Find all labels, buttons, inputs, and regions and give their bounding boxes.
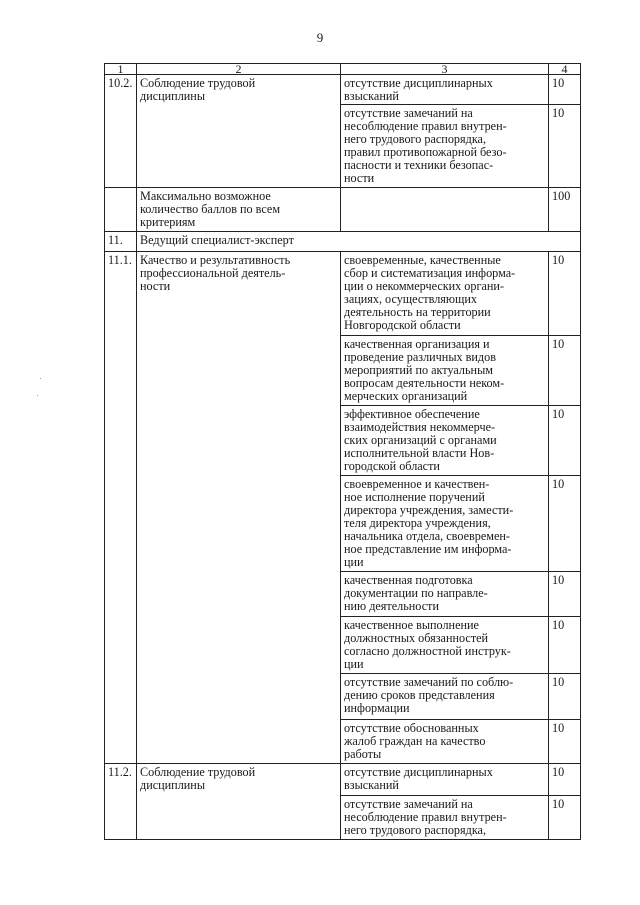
score-value: 100: [549, 188, 581, 232]
criterion-text: [341, 188, 549, 232]
table-row: [105, 764, 581, 796]
criterion-text: эффективное обеспечение взаимодействия некоммерче- ских организаций с органами исполнительной власти Нов- городской области: [341, 406, 549, 476]
header-cell: 4: [549, 64, 581, 75]
section-number: 10.2.: [105, 75, 137, 188]
score-value: 10: [549, 252, 581, 336]
criterion-text: отсутствие замечаний по соблю- дению сроков представления информации: [341, 674, 549, 720]
score-value: 10: [549, 476, 581, 572]
section-title: Максимально возможное количество баллов по всем критериям: [137, 188, 341, 232]
score-value: 10: [549, 336, 581, 406]
criterion-text: качественная организация и проведение различных видов мероприятий по актуальным вопросам деятельности неком- мерческих организаций: [341, 336, 549, 406]
scan-speck: [40, 378, 41, 379]
criteria-table: [104, 63, 581, 840]
criterion-text: качественная подготовка документации по направле- нию деятельности: [341, 572, 549, 617]
table-row: [105, 188, 581, 232]
section-number: [105, 188, 137, 232]
criterion-text: отсутствие дисциплинарных взысканий: [341, 764, 549, 796]
score-value: 10: [549, 105, 581, 188]
criterion-text: отсутствие замечаний на несоблюдение правил внутрен- него трудового распорядка, правил противопожарной безо- пасности и техники безопас- ности: [341, 105, 549, 188]
score-value: 10: [549, 75, 581, 105]
criterion-text: своевременные, качественные сбор и систематизация информа- ции о некоммерческих органи- зациях, осуществляющих деятельность на территории Новгородской области: [341, 252, 549, 336]
page-number: 9: [316, 30, 324, 45]
score-value: 10: [549, 406, 581, 476]
table-header-row: [105, 64, 581, 75]
score-value: 10: [549, 572, 581, 617]
section-title: Соблюдение трудовой дисциплины: [137, 764, 341, 840]
score-value: 10: [549, 764, 581, 796]
section-title: Ведущий специалист-эксперт: [137, 232, 581, 252]
section-number: 11.2.: [105, 764, 137, 840]
header-cell: 1: [105, 64, 137, 75]
score-value: 10: [549, 796, 581, 840]
section-number: 11.1.: [105, 252, 137, 764]
table-row: [105, 75, 581, 105]
score-value: 10: [549, 617, 581, 674]
section-number: 11.: [105, 232, 137, 252]
criterion-text: качественное выполнение должностных обязанностей согласно должностной инструк- ции: [341, 617, 549, 674]
section-title: Соблюдение трудовой дисциплины: [137, 75, 341, 188]
score-value: 10: [549, 720, 581, 764]
table-row: [105, 232, 581, 252]
section-title: Качество и результативность профессиональной деятель- ности: [137, 252, 341, 764]
criterion-text: отсутствие замечаний на несоблюдение правил внутрен- него трудового распорядка,: [341, 796, 549, 840]
criterion-text: отсутствие обоснованных жалоб граждан на качество работы: [341, 720, 549, 764]
score-value: 10: [549, 674, 581, 720]
criterion-text: своевременное и качествен- ное исполнение поручений директора учреждения, замести- теля директора учреждения, начальника отдела, своевремен- ное представление им информа- ции: [341, 476, 549, 572]
criterion-text: отсутствие дисциплинарных взысканий: [341, 75, 549, 105]
table-row: [105, 252, 581, 336]
scan-speck: [37, 395, 38, 396]
header-cell: 3: [341, 64, 549, 75]
header-cell: 2: [137, 64, 341, 75]
